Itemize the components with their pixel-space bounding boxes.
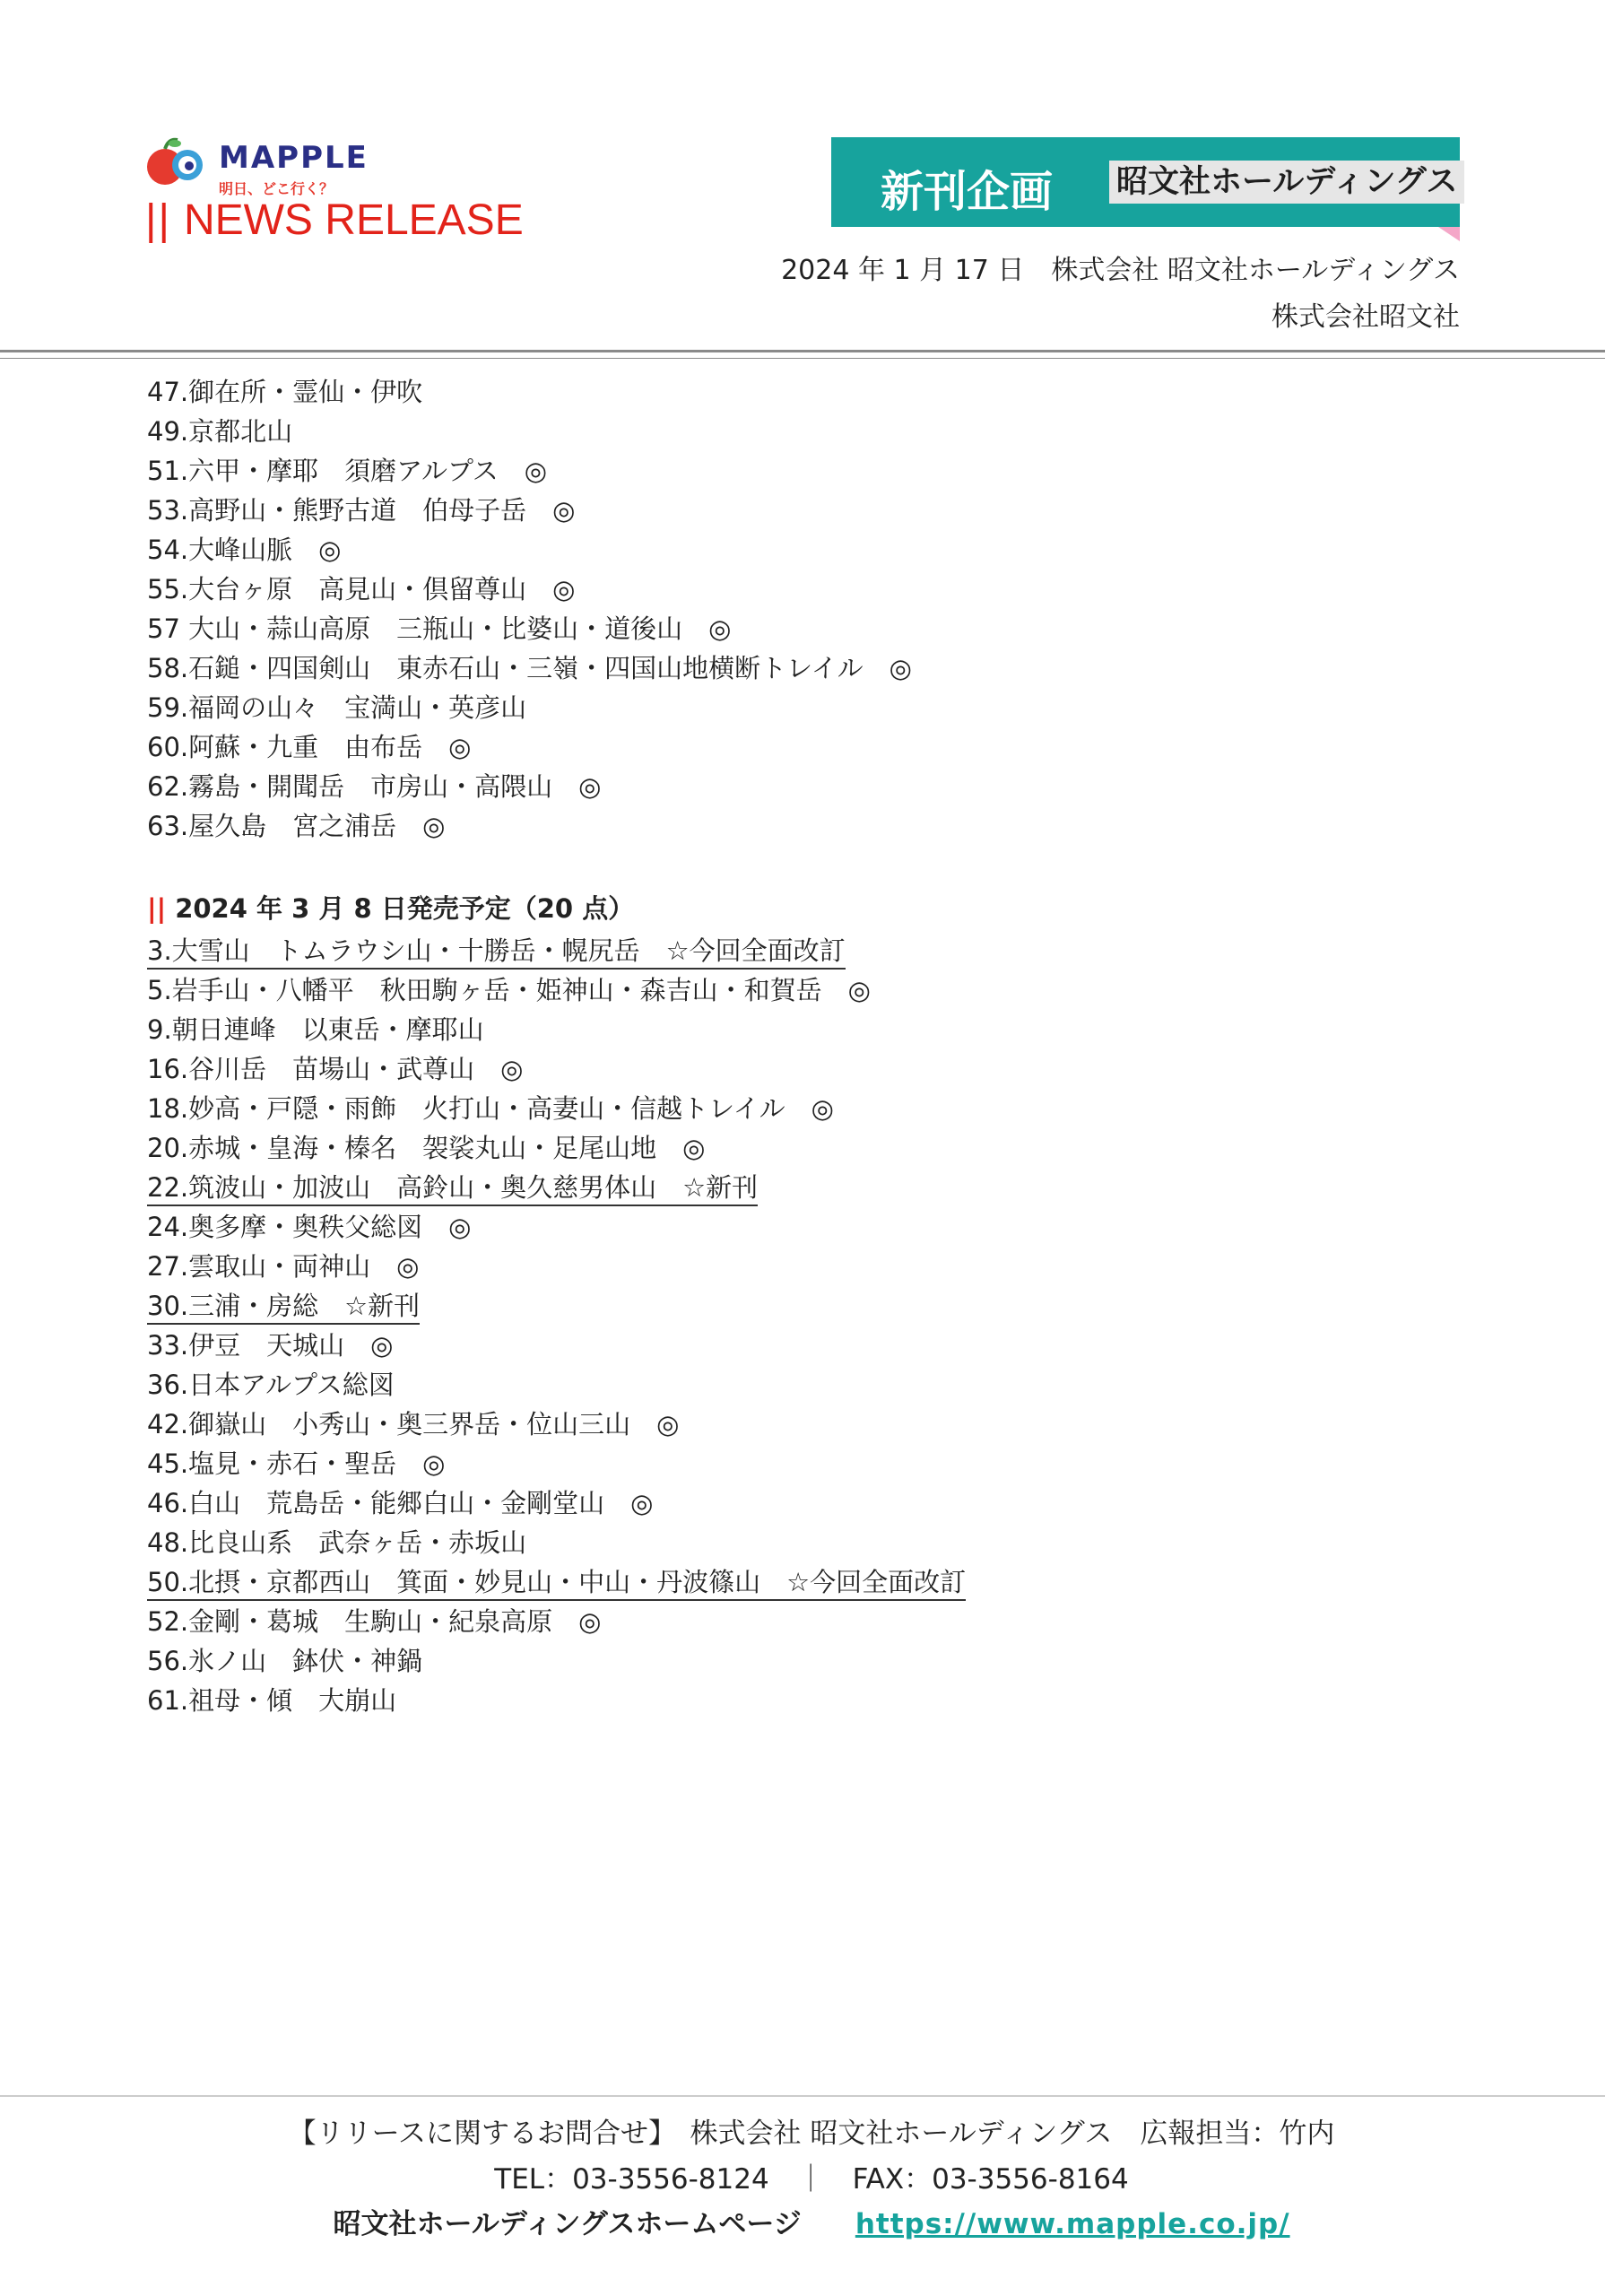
list-item-text: 50.北摂・京都西山 箕面・妙見山・中山・丹波篠山 ☆今回全面改訂 <box>147 1565 966 1601</box>
list-item-text: 56.氷ノ山 鉢伏・神鍋 <box>147 1646 423 1676</box>
header-banner <box>831 137 1460 227</box>
list-item <box>147 1128 966 1168</box>
list-item <box>147 1641 966 1681</box>
footer-contact: 【リリースに関するお問合せ】 株式会社 昭文社ホールディングス 広報担当：竹内 <box>288 2118 1335 2150</box>
list-item <box>147 727 912 767</box>
homepage-label: 昭文社ホールディングスホームページ <box>333 2208 802 2240</box>
list-item <box>147 1405 966 1444</box>
release-date-line: 2024 年 1 月 17 日 株式会社 昭文社ホールディングス <box>781 255 1460 286</box>
news-release-bars: || <box>145 196 171 244</box>
list-item <box>147 1483 966 1523</box>
list-item-text: 27.雲取山・両神山 ◎ <box>147 1251 420 1282</box>
list-item <box>147 491 912 530</box>
list-item-text: 58.石鎚・四国剣山 東赤石山・三嶺・四国山地横断トレイル ◎ <box>147 653 912 683</box>
list-item-text: 48.比良山系 武奈ヶ岳・赤坂山 <box>147 1527 527 1558</box>
list-item <box>147 1681 966 1720</box>
list-item-text: 61.祖母・傾 大崩山 <box>147 1685 397 1716</box>
footer-phone-fax: TEL：03-3556-8124 ｜ FAX：03-3556-8164 <box>494 2163 1129 2196</box>
list-item <box>147 570 912 609</box>
list-item-text: 42.御嶽山 小秀山・奥三界岳・位山三山 ◎ <box>147 1409 680 1439</box>
list-item <box>147 1207 966 1247</box>
list-item <box>147 1010 966 1049</box>
list-item-text: 36.日本アルプス総図 <box>147 1370 395 1400</box>
banner-company: 昭文社ホールディングス <box>1109 161 1464 204</box>
banner-corner-accent <box>1438 227 1460 241</box>
list-item <box>147 609 912 648</box>
list-item <box>147 648 912 688</box>
list-item-text: 20.赤城・皇海・榛名 袈裟丸山・足尾山地 ◎ <box>147 1133 706 1163</box>
list-item <box>147 970 966 1010</box>
list-item <box>147 1602 966 1641</box>
list-item-text: 54.大峰山脈 ◎ <box>147 535 342 565</box>
homepage-link[interactable]: https://www.mapple.co.jp/ <box>855 2208 1290 2240</box>
list-item <box>147 530 912 570</box>
section-heading <box>147 889 634 928</box>
list-item-text: 59.福岡の山々 宝満山・英彦山 <box>147 692 527 723</box>
list-item <box>147 1562 966 1602</box>
list-item-text: 60.阿蘇・九重 由布岳 ◎ <box>147 732 472 762</box>
list-item-text: 46.白山 荒島岳・能郷白山・金剛堂山 ◎ <box>147 1488 654 1518</box>
list-item-text: 16.谷川岳 苗場山・武尊山 ◎ <box>147 1054 524 1084</box>
list-item-text: 45.塩見・赤石・聖岳 ◎ <box>147 1448 446 1479</box>
list-item <box>147 1444 966 1483</box>
list-item <box>147 451 912 491</box>
list-item <box>147 372 912 412</box>
news-release-label: NEWS RELEASE <box>183 196 524 244</box>
logo-wordmark: MAPPLE <box>219 140 369 176</box>
list-item-text: 53.高野山・熊野古道 伯母子岳 ◎ <box>147 495 576 526</box>
list-item <box>147 931 966 970</box>
list-item <box>147 1247 966 1286</box>
mapple-logo <box>145 133 524 249</box>
list-item-text: 47.御在所・霊仙・伊吹 <box>147 377 423 407</box>
list-item <box>147 688 912 727</box>
section-title: 2024 年 3 月 8 日発売予定（20 点） <box>175 893 635 924</box>
list-item <box>147 1049 966 1089</box>
list-item <box>147 1523 966 1562</box>
list-item-text: 9.朝日連峰 以東岳・摩耶山 <box>147 1014 484 1045</box>
secondary-company: 株式会社昭文社 <box>1271 301 1460 333</box>
list-item-text: 49.京都北山 <box>147 416 293 447</box>
list-item-text: 57 大山・蒜山高原 三瓶山・比婆山・道後山 ◎ <box>147 613 732 644</box>
march-release-list <box>147 931 966 1720</box>
existing-titles-list <box>147 372 912 846</box>
news-release-heading <box>145 196 524 245</box>
list-item <box>147 767 912 806</box>
banner-title: 新刊企画 <box>881 167 1054 217</box>
list-item <box>147 1089 966 1128</box>
section-bars: || <box>147 893 167 924</box>
list-item-text: 3.大雪山 トムラウシ山・十勝岳・幌尻岳 ☆今回全面改訂 <box>147 934 846 970</box>
list-item <box>147 1168 966 1207</box>
list-item-text: 5.岩手山・八幡平 秋田駒ヶ岳・姫神山・森吉山・和賀岳 ◎ <box>147 975 871 1005</box>
list-item <box>147 1286 966 1326</box>
list-item <box>147 412 912 451</box>
logo-tagline: 明日、どこ行く？ <box>219 180 334 197</box>
list-item-text: 51.六甲・摩耶 須磨アルプス ◎ <box>147 456 548 486</box>
apple-mascot-icon <box>145 136 217 190</box>
list-item <box>147 1326 966 1365</box>
list-item <box>147 1365 966 1405</box>
list-item <box>147 806 912 846</box>
list-item-text: 24.奥多摩・奥秩父総図 ◎ <box>147 1212 472 1242</box>
list-item-text: 55.大台ヶ原 高見山・倶留尊山 ◎ <box>147 574 576 604</box>
list-item-text: 30.三浦・房総 ☆新刊 <box>147 1289 420 1325</box>
list-item-text: 33.伊豆 天城山 ◎ <box>147 1330 394 1361</box>
list-item-text: 63.屋久島 宮之浦岳 ◎ <box>147 811 446 841</box>
header-divider <box>0 350 1605 359</box>
list-item-text: 22.筑波山・加波山 高鈴山・奥久慈男体山 ☆新刊 <box>147 1170 758 1206</box>
list-item-text: 62.霧島・開聞岳 市房山・高隈山 ◎ <box>147 771 602 802</box>
list-item-text: 18.妙高・戸隠・雨飾 火打山・高妻山・信越トレイル ◎ <box>147 1093 834 1124</box>
footer-homepage <box>0 2201 1623 2241</box>
list-item-text: 52.金剛・葛城 生駒山・紀泉高原 ◎ <box>147 1606 602 1637</box>
footer-divider <box>0 2095 1605 2097</box>
